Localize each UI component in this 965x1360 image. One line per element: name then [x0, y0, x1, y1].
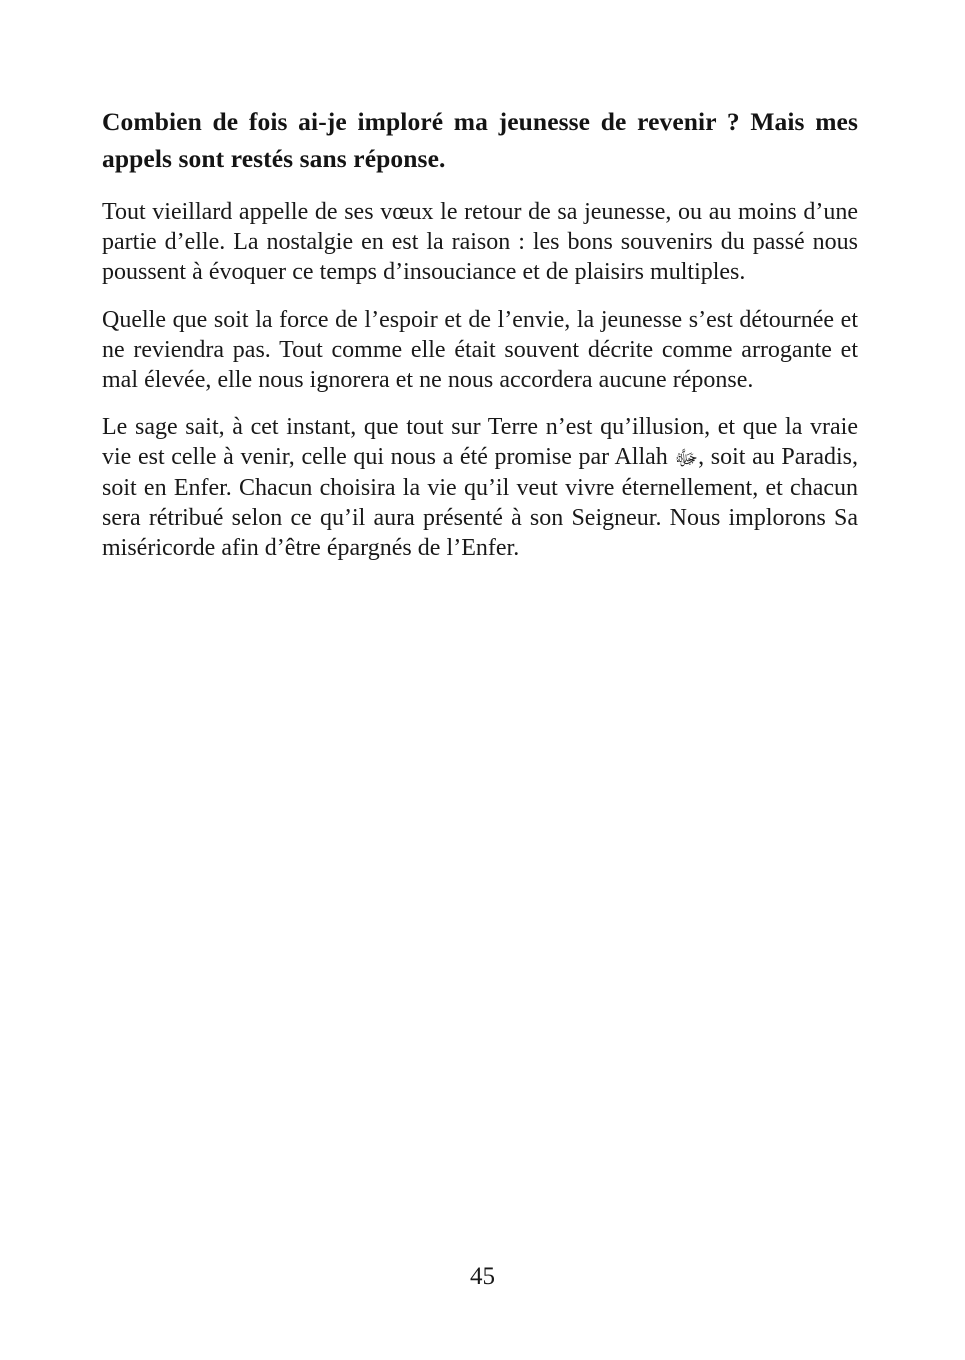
jalla-jalaluhu-ornament-icon: ﷻ	[674, 446, 699, 471]
body-paragraph-1: Tout vieillard appelle de ses vœux le retour de sa jeunesse, ou au moins d’une partie d’elle. La nostalgie en est la raison : les bons souvenirs du passé nous poussent à évoquer ce temps d’insouciance et de plaisirs multiples.	[102, 199, 858, 286]
paragraph-3-text-before-honorific: Le sage sait, à cet instant, que tout sur Terre n’est qu’illusion, et que la vraie vie est celle à venir, celle qui nous a été promise par Allah	[102, 414, 858, 471]
body-paragraph-3	[102, 412, 858, 563]
body-paragraph-2: Quelle que soit la force de l’espoir et de l’envie, la jeunesse s’est détournée et ne reviendra pas. Tout comme elle était souvent décrite comme arrogante et mal élevée, elle nous ignorera et ne nous accordera aucune réponse.	[102, 306, 858, 394]
paragraph-3-text-after-honorific: , soit au Paradis, soit en Enfer. Chacun choisira la vie qu’il veut vivre éternellement, et chacun sera rétribué selon ce qu’il aura présenté à son Seigneur. Nous implorons Sa miséricorde afin d’être épargnés de l’Enfer.	[102, 444, 859, 562]
section-heading: Combien de fois ai-je imploré ma jeunesse de revenir ? Mais mes appels sont restés sans réponse.	[102, 107, 858, 173]
page-text-block	[102, 104, 858, 563]
page-number: 45	[470, 1263, 495, 1290]
